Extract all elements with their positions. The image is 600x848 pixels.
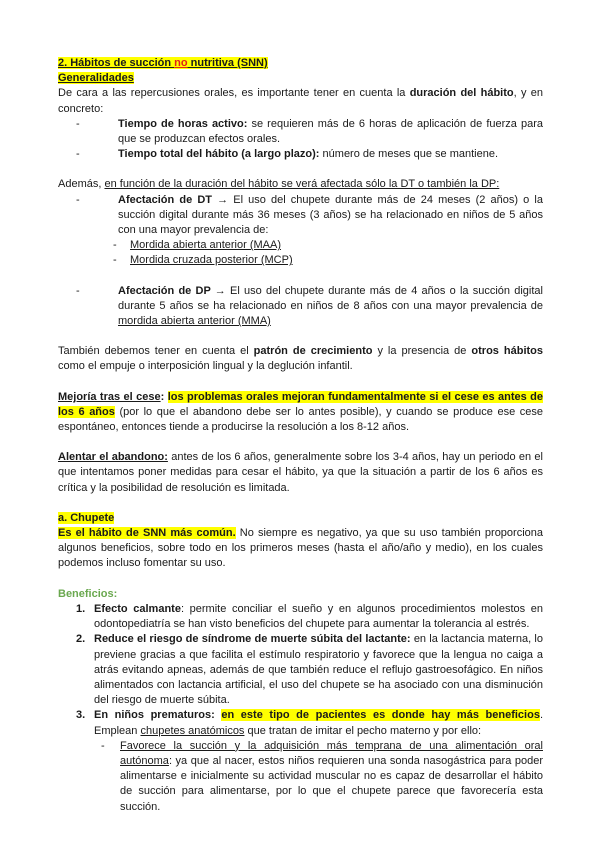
beneficios-heading: Beneficios: (58, 587, 118, 600)
list-item-dp: - Afectación de DP → El uso del chupete durante más de 4 años o la succión digital durante 5 años se ha relacionado en niños de 8 años con una mayor prevalencia de mordida abierta anterior (MMA) (76, 284, 543, 328)
chupete-paragraph: Es el hábito de SNN más común. No siempre es negativo, ya que su uso también proporciona algunos beneficios, sobre todo en los primeros meses (hasta el año/año y medio), en los cuales podemos incluso fomentar su uso. (58, 527, 544, 570)
dash-bullet: - (76, 117, 80, 130)
sub-list-item: - Mordida abierta anterior (MAA) (58, 238, 543, 253)
list-item: - Tiempo de horas activo: se requieren más de 6 horas de aplicación de fuerza para que se produzcan efectos orales. (76, 117, 544, 146)
mejoria-paragraph: Mejoría tras el cese: los problemas orales mejoran fundamentalmente si el cese es antes de los 6 años (por lo que el abandono debe ser lo antes posible), y cuando se produce ese cese espontáneo, entonces tiende a producirse la resolución a los 8-12 años. (58, 390, 544, 434)
alentar-paragraph: Alentar el abandono: antes de los 6 años, generalmente sobre los 3-4 años, hay un periodo en el que intentamos poner medidas para cesar el hábito, ya que la situación a partir de los 6 años es crítica y la posibilidad de resolución es limitada. (58, 451, 543, 494)
afectacion-intro: Además, en función de la duración del hábito se verá afectada sólo la DT o también la DP: (58, 178, 500, 191)
numbered-item: 1. Efecto calmante: permite conciliar el sueño y en algunos procedimientos molestos en odontopediatría se han visto beneficios del chupete para aumentar la tolerancia al estrés. (76, 602, 543, 631)
section-title-prefix: 2. Hábitos de succión (58, 57, 175, 69)
chupete-heading: a. Chupete (58, 511, 115, 524)
document-page (58, 56, 543, 815)
sub-list-item: - Mordida cruzada posterior (MCP) (58, 253, 543, 268)
dash-bullet: - (113, 254, 117, 267)
dash-bullet: - (76, 284, 80, 297)
list-item: - Tiempo total del hábito (a largo plazo): número de meses que se mantiene. (58, 147, 543, 162)
list-item-dt: - Afectación de DT → El uso del chupete durante más de 24 meses (2 años) o la succión digital durante más 36 meses (3 años) se ha relacionado en niños de 5 años con una mayor prevalencia de: (76, 193, 543, 237)
generalidades-intro: De cara a las repercusiones orales, es importante tener en cuenta la duración del hábito, y en concreto: (58, 87, 543, 115)
section-title-no: no (174, 57, 188, 69)
dash-bullet: - (76, 148, 80, 161)
dash-bullet: - (113, 239, 117, 252)
dash-bullet: - (101, 739, 105, 752)
generalidades-heading: Generalidades (58, 72, 134, 85)
sub-list-item: - Favorece la succión y la adquisición más temprana de una alimentación oral autónoma: ya que al nacer, estos niños requieren una sonda nasogástrica para poder alimentarse e inicialmente su actividad muscular no es capaz de desarrollar el hábito de succión para alimentarse, por lo que el chupete parece que favorecería esta succión. (101, 739, 543, 813)
section-title (58, 56, 543, 71)
numbered-item: 2. Reduce el riesgo de síndrome de muerte súbita del lactante: en la lactancia materna, lo previene gracias a que facilita el estímulo respiratorio y favorece que la lengua no caiga a atrás evitando apneas, además de que también reduce el reflujo gastroesofágico. En niños alimentados con lactancia artificial, el uso del chupete se ha asociado con una disminución del riesgo de muerte súbita. (76, 633, 543, 707)
patron-paragraph: También debemos tener en cuenta el patrón de crecimiento y la presencia de otros hábitos como el empuje o interposición lingual y la deglución infantil. (58, 345, 544, 373)
section-title-suffix: nutritiva (SNN) (187, 57, 268, 69)
dash-bullet: - (76, 193, 80, 206)
numbered-item: 3. En niños prematuros: en este tipo de pacientes es donde hay más beneficios. Emplean chupetes anatómicos que tratan de imitar el pecho materno y por ello: (76, 709, 543, 737)
